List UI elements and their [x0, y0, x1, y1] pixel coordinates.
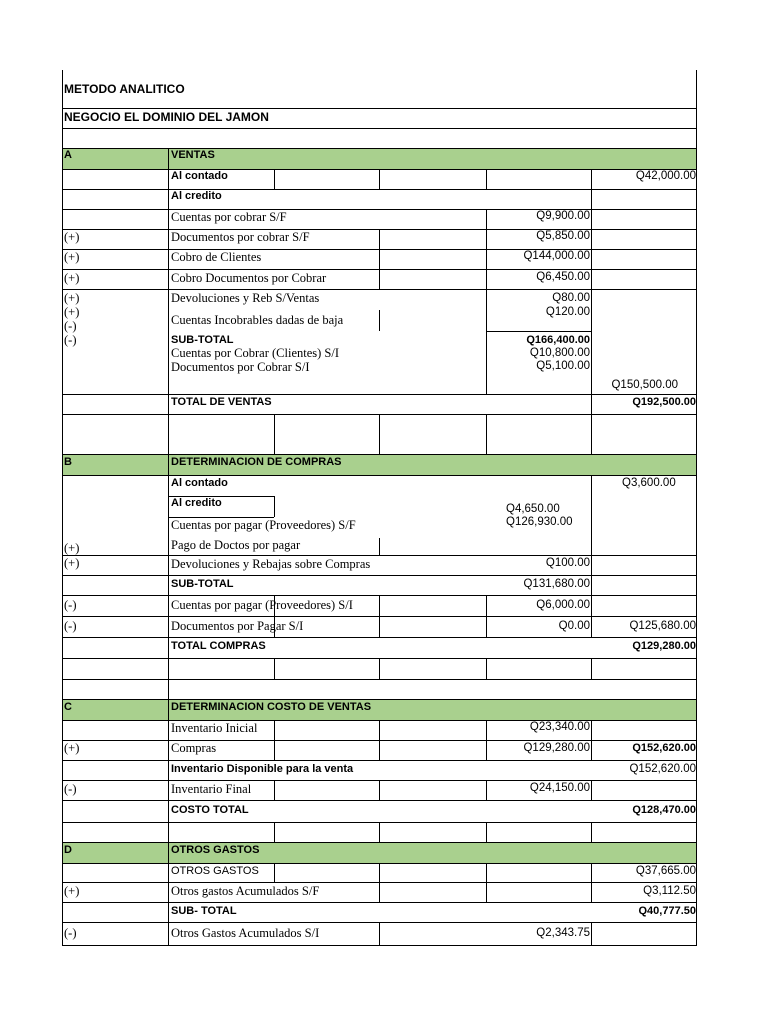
- a-total-label: TOTAL DE VENTAS: [171, 396, 272, 408]
- a-group-sign: (+): [64, 291, 80, 305]
- a-group-sign: (+): [64, 305, 80, 319]
- grid-right-border: [696, 70, 697, 946]
- section-c-letter: C: [64, 701, 72, 713]
- a-incobrables-value: Q120.00: [545, 306, 590, 318]
- a-incobrables-label: Cuentas Incobrables dadas de baja: [171, 313, 344, 327]
- c-compras-sign: (+): [64, 741, 80, 755]
- b-al-contado-value: Q3,600.00: [622, 477, 676, 489]
- b-pagar-si-value: Q6,000.00: [536, 599, 590, 611]
- section-c-band: [63, 700, 697, 720]
- section-d-letter: D: [64, 844, 72, 856]
- a-clientes-si-label: Cuentas por Cobrar (Clientes) S/I: [171, 346, 340, 360]
- d-subtotal-value: Q40,777.50: [638, 905, 696, 917]
- a-al-contado-label: Al contado: [171, 170, 228, 182]
- b-subtotal-value: Q131,680.00: [523, 578, 590, 590]
- a-docs-si-value: Q5,100.00: [536, 360, 590, 372]
- b-pago-doctos-sign: (+): [64, 541, 80, 555]
- d-acum-sf-label: Otros gastos Acumulados S/F: [171, 884, 320, 898]
- a-row-value: Q5,850.00: [536, 230, 590, 242]
- section-a-band: [63, 149, 697, 169]
- b-devoluciones-label: Devoluciones y Rebajas sobre Compras: [171, 557, 371, 571]
- b-subtotal-label: SUB-TOTAL: [171, 578, 234, 590]
- c-inv-final-label: Inventario Final: [171, 782, 252, 796]
- a-row-sign: (+): [64, 230, 80, 244]
- section-a-letter: A: [64, 149, 72, 161]
- b-al-contado-label: Al contado: [171, 477, 228, 489]
- c-disponible-value: Q152,620.00: [629, 763, 696, 775]
- a-docs-si-label: Documentos por Cobrar S/I: [171, 360, 310, 374]
- section-d-band: [63, 843, 697, 863]
- a-group-sign: (-): [64, 319, 77, 333]
- b-total-label: TOTAL COMPRAS: [171, 640, 266, 652]
- b-al-credito-label: Al credito: [171, 497, 222, 509]
- business-name: NEGOCIO EL DOMINIO DEL JAMON: [64, 110, 269, 124]
- a-devoluciones-label: Devoluciones y Reb S/Ventas: [171, 291, 320, 305]
- section-c-title: DETERMINACION COSTO DE VENTAS: [171, 701, 372, 713]
- a-row-label: Documentos por cobrar S/F: [171, 230, 310, 244]
- a-row-sign: (+): [64, 250, 80, 264]
- a-net-value: Q150,500.00: [611, 379, 678, 391]
- b-pagar-si-label: Cuentas por pagar (Proveedores) S/I: [171, 598, 353, 612]
- b-docs-si-label: Documentos por Pagar S/I: [171, 619, 304, 633]
- c-costo-label: COSTO TOTAL: [171, 804, 249, 816]
- a-row-label: Cobro de Clientes: [171, 250, 262, 264]
- a-devoluciones-value: Q80.00: [552, 292, 590, 304]
- c-costo-value: Q128,470.00: [632, 804, 696, 816]
- b-docs-si-net: Q125,680.00: [629, 620, 696, 632]
- b-pagar-si-sign: (-): [64, 598, 77, 612]
- section-a-title: VENTAS: [171, 149, 215, 161]
- a-row-label: Cuentas por cobrar S/F: [171, 210, 287, 224]
- a-row-value: Q6,450.00: [536, 271, 590, 283]
- b-total-value: Q129,280.00: [632, 640, 696, 652]
- c-inv-inicial-label: Inventario Inicial: [171, 721, 258, 735]
- section-b-letter: B: [64, 456, 72, 468]
- d-acum-sf-sign: (+): [64, 884, 80, 898]
- a-subtotal-value: Q166,400.00: [526, 334, 590, 346]
- section-b-band: [63, 455, 697, 475]
- c-inv-inicial-value: Q23,340.00: [529, 721, 590, 733]
- d-otros-value: Q37,665.00: [635, 865, 696, 877]
- section-d-title: OTROS GASTOS: [171, 844, 260, 856]
- d-acum-si-label: Otros Gastos Acumulados S/I: [171, 926, 320, 940]
- a-group-sign: (-): [64, 333, 77, 347]
- d-acum-si-sign: (-): [64, 926, 77, 940]
- b-pagar-sf-value: Q4,650.00: [506, 503, 560, 515]
- a-row-sign: (+): [64, 271, 80, 285]
- d-acum-si-value: Q2,343.75: [536, 927, 590, 939]
- section-b-title: DETERMINACION DE COMPRAS: [171, 456, 342, 468]
- d-acum-sf-value: Q3,112.50: [643, 885, 696, 897]
- a-clientes-si-value: Q10,800.00: [529, 347, 590, 359]
- c-compras-label: Compras: [171, 741, 217, 755]
- a-al-credito-label: Al credito: [171, 190, 222, 202]
- d-otros-label: OTROS GASTOS: [171, 865, 259, 877]
- a-row-value: Q144,000.00: [523, 250, 590, 262]
- c-inv-final-value: Q24,150.00: [529, 782, 590, 794]
- b-pagar-sf-label: Cuentas por pagar (Proveedores) S/F: [171, 518, 356, 532]
- b-docs-si-sign: (-): [64, 619, 77, 633]
- c-compras-total: Q152,620.00: [632, 742, 696, 754]
- a-row-value: Q9,900.00: [536, 210, 590, 222]
- a-al-contado-value: Q42,000.00: [635, 170, 696, 182]
- b-devoluciones-value: Q100.00: [545, 557, 590, 569]
- grid-left-border: [62, 70, 63, 946]
- c-inv-final-sign: (-): [64, 782, 77, 796]
- b-devoluciones-sign: (+): [64, 556, 80, 570]
- b-docs-si-value: Q0.00: [558, 620, 590, 632]
- a-subtotal-label: SUB-TOTAL: [171, 334, 234, 346]
- a-total-value: Q192,500.00: [632, 396, 696, 408]
- b-pago-doctos-value: Q126,930.00: [506, 516, 573, 528]
- d-subtotal-label: SUB- TOTAL: [171, 905, 237, 917]
- c-disponible-label: Inventario Disponible para la venta: [171, 763, 354, 775]
- c-compras-value: Q129,280.00: [523, 742, 590, 754]
- b-pago-doctos-label: Pago de Doctos por pagar: [171, 538, 301, 552]
- doc-title: METODO ANALITICO: [64, 82, 185, 96]
- a-row-label: Cobro Documentos por Cobrar: [171, 271, 327, 285]
